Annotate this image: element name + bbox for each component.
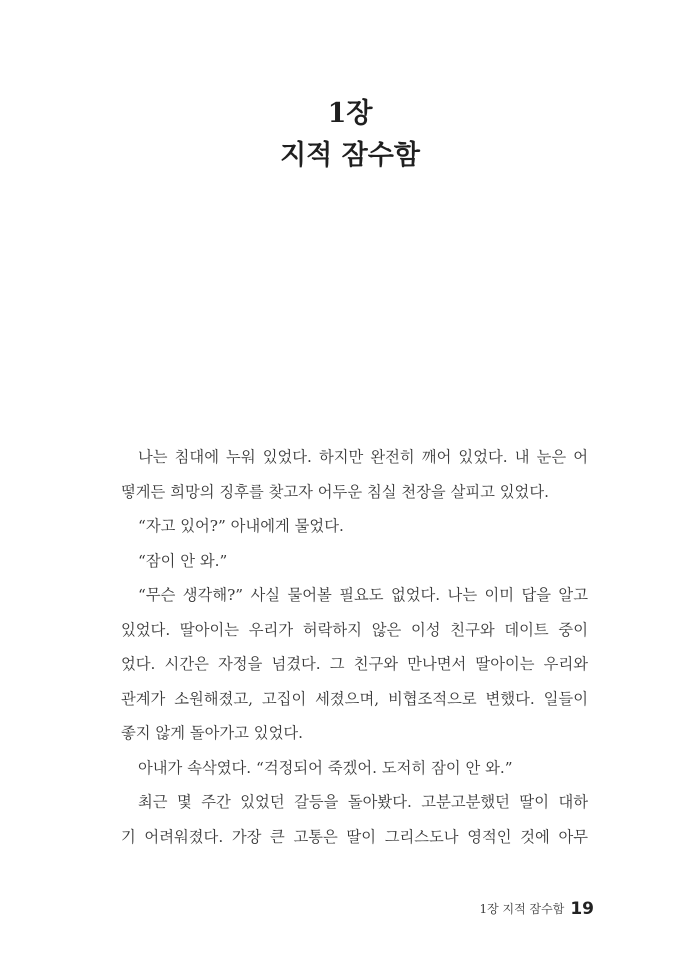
body-line: 기 어려워졌다. 가장 큰 고통은 딸이 그리스도나 영적인 것에 아무 [121, 827, 588, 846]
chapter-number: 1장 [327, 98, 373, 129]
page-footer [480, 898, 595, 919]
body-line: 었다. 시간은 자정을 넘겼다. 그 친구와 만나면서 딸아이는 우리와 [121, 655, 588, 673]
body-text [121, 440, 588, 854]
body-line: 나는 침대에 누워 있었다. 하지만 완전히 깨어 있었다. 내 눈은 어 [138, 448, 588, 466]
body-line: 떻게든 희망의 징후를 찾고자 어두운 침실 천장을 살피고 있었다. [121, 482, 549, 501]
body-line: 아내가 속삭였다. “걱정되어 죽겠어. 도저히 잠이 안 와.” [138, 758, 513, 777]
body-line: “자고 있어?” 아내에게 물었다. [138, 517, 344, 535]
running-head: 1장 지적 잠수함 [479, 902, 565, 916]
body-line: 관계가 소원해졌고, 고집이 세졌으며, 비협조적으로 변했다. 일들이 [121, 689, 588, 708]
body-line: 최근 몇 주간 있었던 갈등을 돌아봤다. 고분고분했던 딸이 대하 [138, 793, 588, 811]
page-number: 19 [570, 898, 594, 919]
chapter-title: 지적 잠수함 [280, 140, 420, 171]
body-line: “무슨 생각해?” 사실 물어볼 필요도 없었다. 나는 이미 답을 알고 [138, 586, 588, 604]
body-line: 있었다. 딸아이는 우리가 허락하지 않은 이성 친구와 데이트 중이 [121, 620, 588, 639]
body-line: 좋지 않게 돌아가고 있었다. [121, 724, 303, 742]
body-line: “잠이 안 와.” [138, 551, 228, 570]
